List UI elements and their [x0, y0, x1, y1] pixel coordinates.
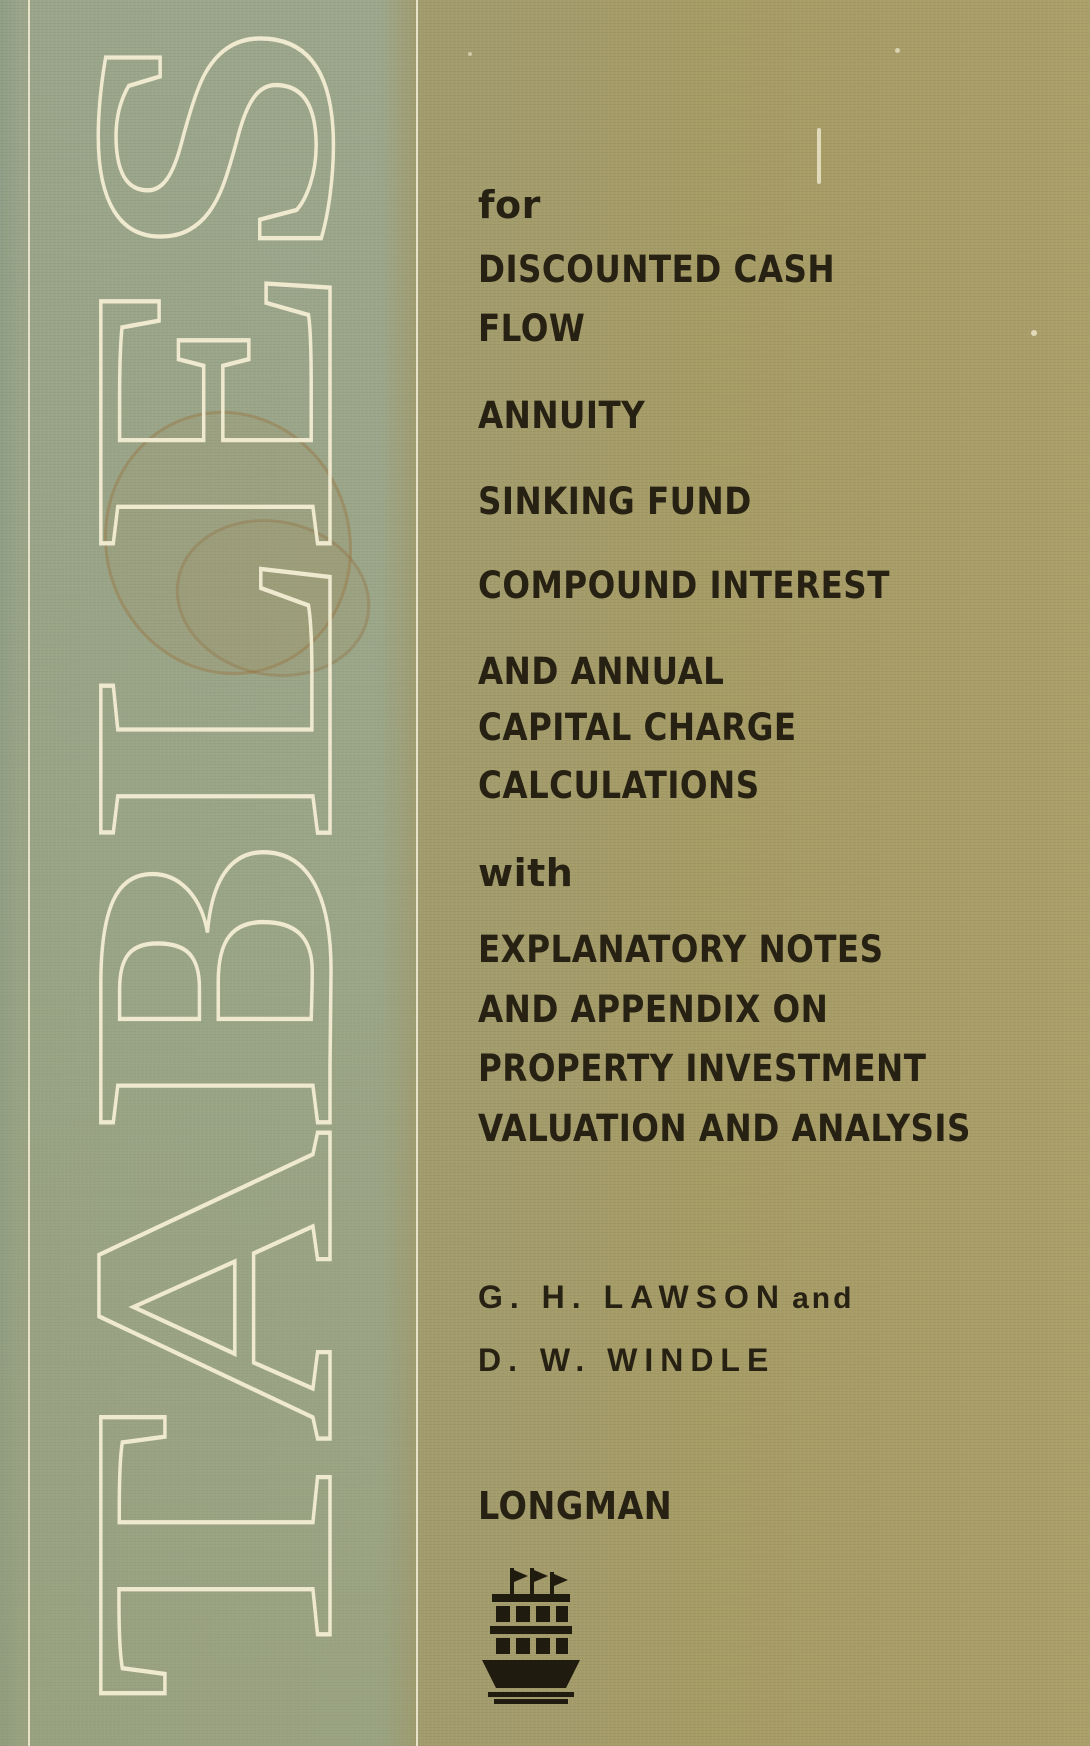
subtitle-line: VALUATION AND ANALYSIS — [478, 1107, 971, 1150]
subtitle-line: CALCULATIONS — [478, 764, 760, 807]
spine-title-graphic — [18, 15, 406, 1700]
author-second: D. W. WINDLE — [478, 1342, 776, 1378]
spine-title-text: TABLES — [18, 344, 406, 1700]
scuff-mark — [468, 52, 472, 56]
spine-title — [18, 15, 406, 1700]
right-rule-line — [416, 0, 418, 1746]
subtitle-line: AND APPENDIX ON — [478, 988, 829, 1031]
subtitle-for: for — [478, 183, 541, 227]
author-first: G. H. LAWSON — [478, 1279, 786, 1315]
scuff-mark — [1031, 330, 1037, 336]
subtitle-line: EXPLANATORY NOTES — [478, 928, 884, 971]
subtitle-line: COMPOUND INTEREST — [478, 564, 890, 607]
subtitle-line: PROPERTY INVESTMENT — [478, 1047, 927, 1090]
subtitle-line: FLOW — [478, 307, 586, 350]
ship-logo-icon — [478, 1568, 584, 1704]
subtitle-line: DISCOUNTED CASH — [478, 248, 836, 291]
subtitle-line: ANNUITY — [478, 394, 646, 437]
subtitle-line: AND ANNUAL — [478, 650, 725, 693]
scuff-mark — [817, 128, 821, 184]
scuff-mark — [895, 48, 900, 53]
subtitle-line: SINKING FUND — [478, 480, 752, 523]
author-conjunction: and — [792, 1282, 855, 1315]
author-line-1 — [478, 1279, 854, 1316]
subtitle-with: with — [478, 851, 574, 895]
subtitle-line: CAPITAL CHARGE — [478, 706, 797, 749]
publisher-name: LONGMAN — [478, 1484, 673, 1528]
